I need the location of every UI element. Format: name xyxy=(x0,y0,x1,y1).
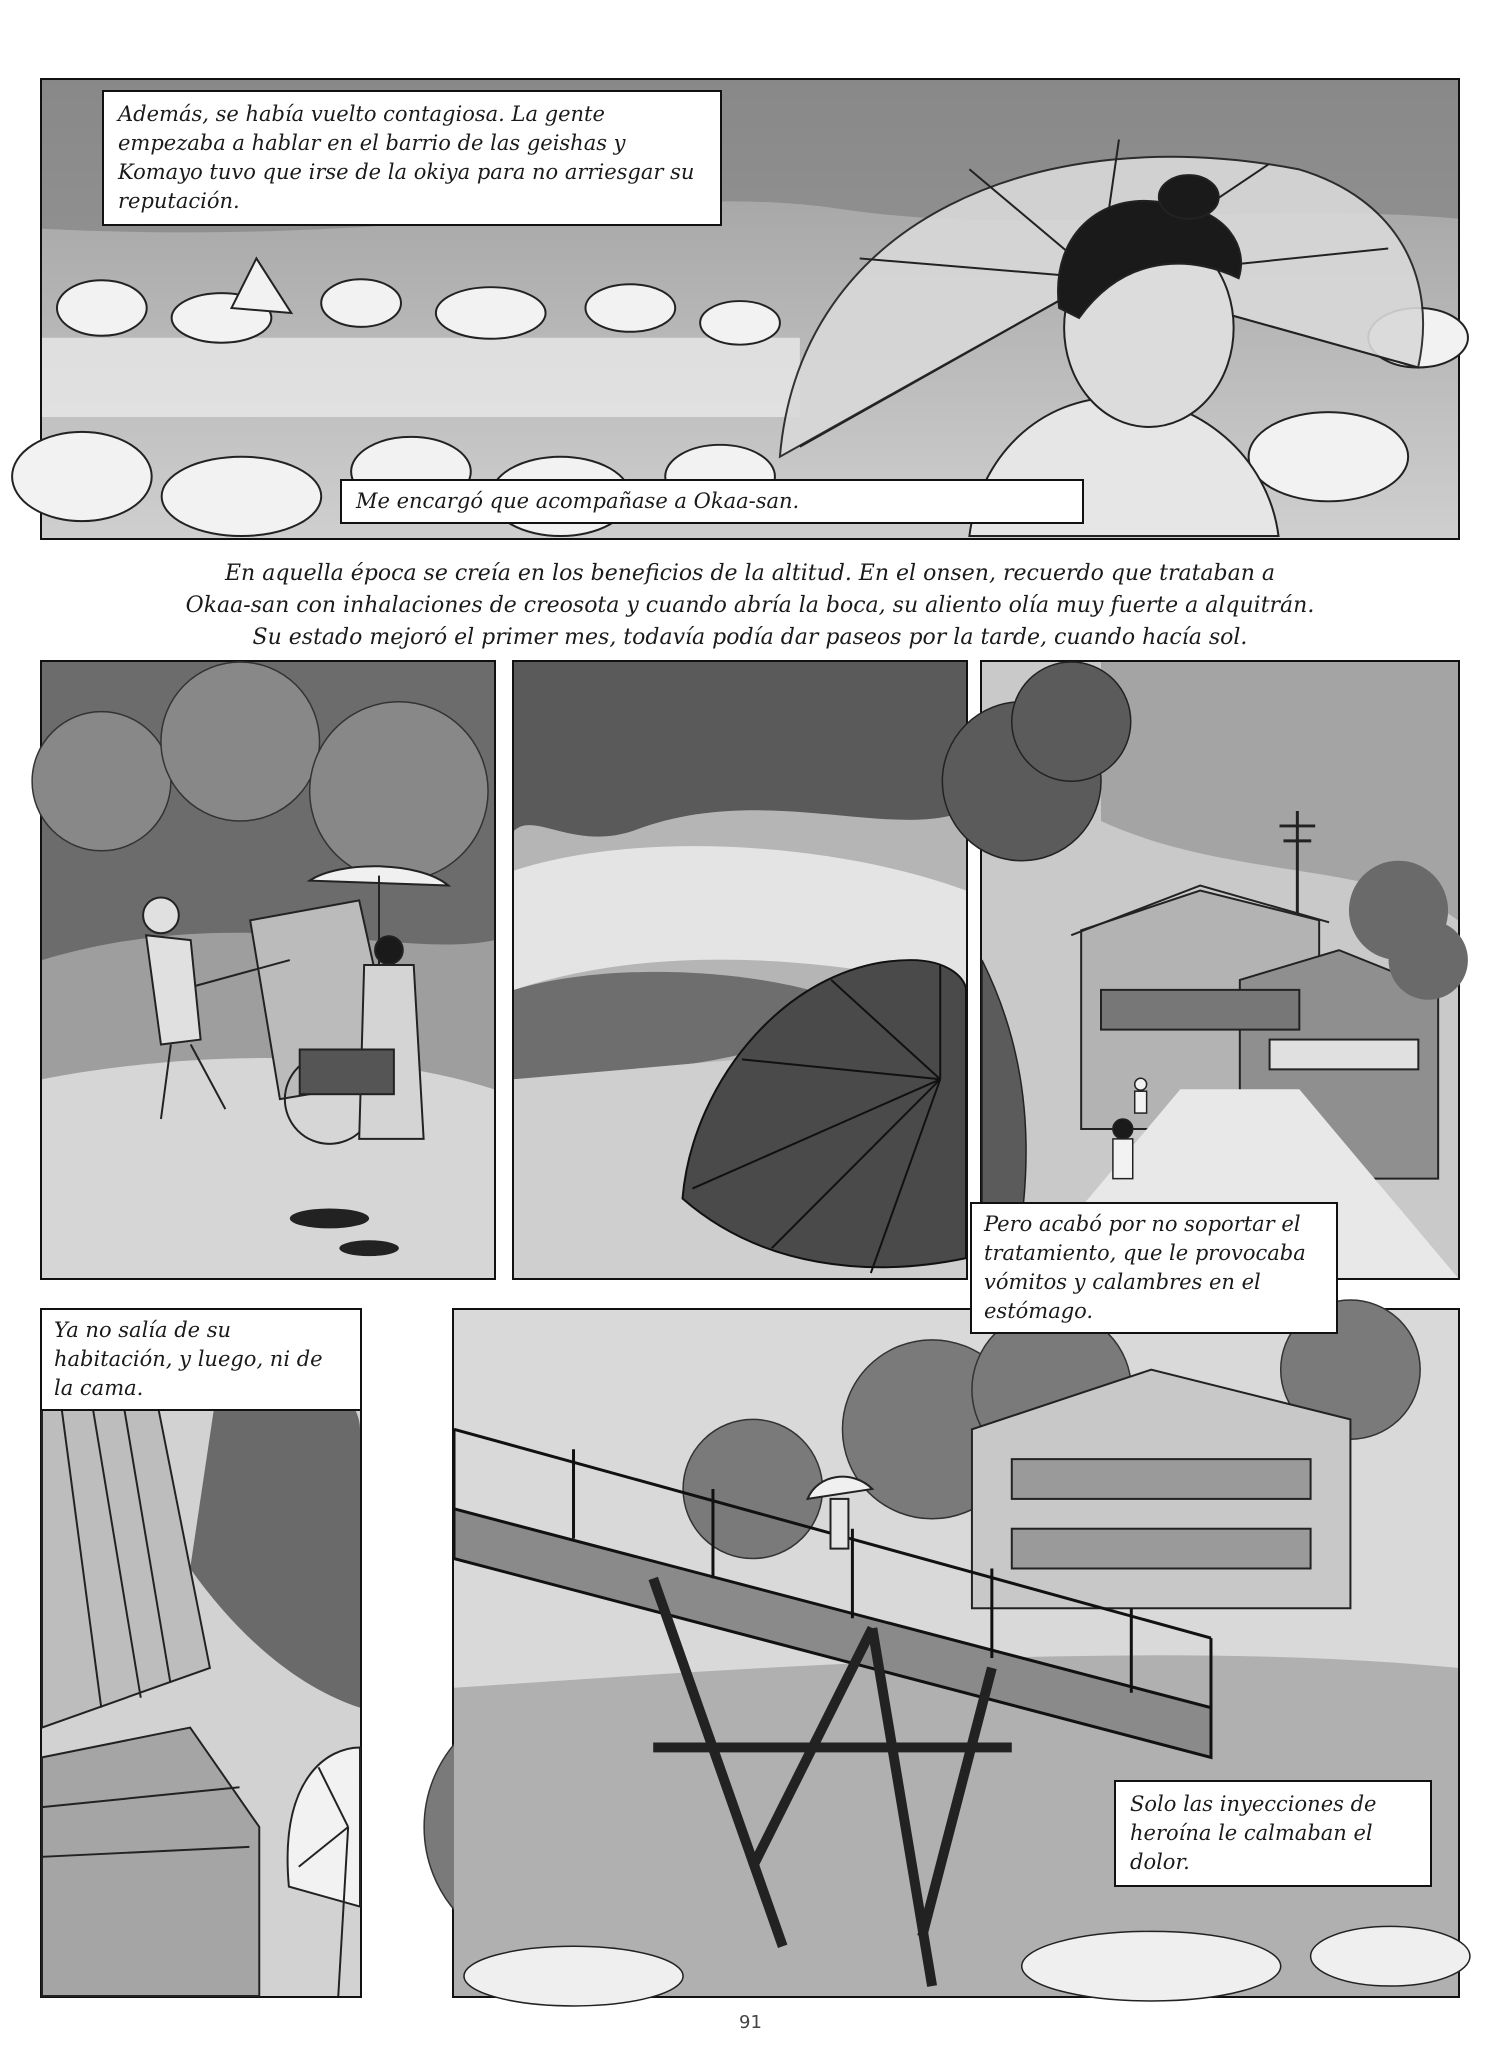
caption-treatment: Pero acabó por no soportar el tratamiento, que le provocaba vómitos y calambres en el estómago. xyxy=(970,1202,1338,1334)
panel-fallen-umbrella xyxy=(512,660,968,1280)
panel-roof-umbrella xyxy=(40,1308,362,1998)
narration-line: Okaa-san con inhalaciones de creosota y cuando abría la boca, su aliento olía muy fuerte a alquitrán. xyxy=(185,592,1315,618)
narration-line: En aquella época se creía en los beneficios de la altitud. En el onsen, recuerdo que trataban a xyxy=(224,561,1276,586)
caption-heroin: Solo las inyecciones de heroína le calmaban el dolor. xyxy=(1114,1780,1432,1887)
village-street-artwork xyxy=(982,662,1458,1278)
narration-text xyxy=(40,558,1460,654)
roof-umbrella-artwork xyxy=(42,1310,360,1996)
rickshaw-path-artwork xyxy=(42,662,494,1278)
page-number: 91 xyxy=(739,2012,762,2033)
panel-bridge xyxy=(452,1308,1460,1998)
bridge-artwork xyxy=(454,1310,1458,1996)
panel-river-geisha xyxy=(40,78,1460,540)
panel-rickshaw-path xyxy=(40,660,496,1280)
caption-contagious: Además, se había vuelto contagiosa. La gente empezaba a hablar en el barrio de las geishas y Komayo tuvo que irse de la okiya para no arriesgar su reputación. xyxy=(102,90,722,226)
fallen-umbrella-artwork xyxy=(514,662,966,1278)
caption-room-bed: Ya no salía de su habitación, y luego, ni de la cama. xyxy=(40,1308,362,1411)
caption-accompany-okaa-san: Me encargó que acompañase a Okaa-san. xyxy=(340,479,1084,524)
narration-line: Su estado mejoró el primer mes, todavía podía dar paseos por la tarde, cuando hacía sol. xyxy=(252,624,1248,650)
panel-village-street xyxy=(980,660,1460,1323)
